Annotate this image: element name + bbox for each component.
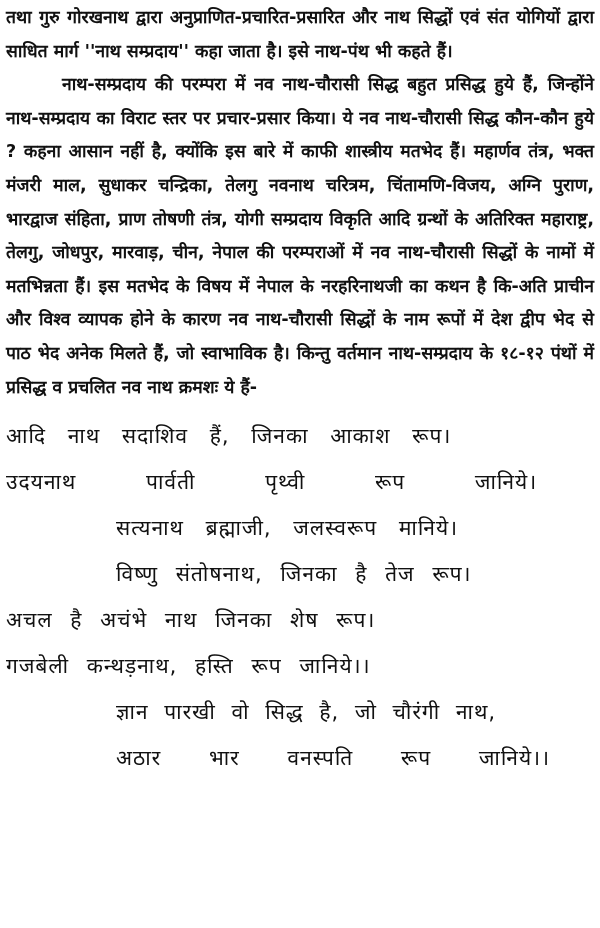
verse-line: उदयनाथ पार्वती पृथ्वी रूप जानिये। [6,470,538,495]
paragraph-nav-nath: नाथ-सम्प्रदाय की परम्परा में नव नाथ-चौरासी सिद्ध बहुत प्रसिद्ध हुये हैं, जिन्होंने नाथ-सम्प्रदाय का विराट स्तर पर प्रचार-प्रसार किया। ये नव नाथ-चौरासी सिद्ध कौन-कौन हुये ? कहना आसान नहीं है, क्योंकि इस बारे में काफी शास्त्रीय मतभेद हैं। महार्णव तंत्र, भक्त मंजरी माल, सुधाकर चन्द्रिका, तेलगु नवनाथ चरित्रम, चिंतामणि-विजय, अग्नि पुराण, भारद्वाज संहिता, प्राण तोषणी तंत्र, योगी सम्प्रदाय विकृति आदि ग्रन्थों के अतिरिक्त महाराष्ट्र, तेलगु, जोधपुर, मारवाड़, चीन, नेपाल की परम्पराओं में नव नाथ-चौरासी सिद्धों के नामों में मतभिन्नता हैं। इस मतभेद के विषय में नेपाल के नरहरिनाथजी का कथन है कि-अति प्राचीन और विश्व व्यापक होने के कारण नव नाथ-चौरासी सिद्धों के नाम रूपों में देश द्वीप भेद से पाठ भेद अनेक मिलते हैं, जो स्वाभाविक है। किन्तु वर्तमान नाथ-सम्प्रदाय के १८-१२ पंथों में प्रसिद्ध व प्रचलित नव नाथ क्रमशः ये हैं- [6,75,594,398]
verse-block [6,413,594,781]
verse-line: ज्ञान पारखी वो सिद्ध है, जो चौरंगी नाथ, [116,700,497,725]
verse-line: अठार भार वनस्पति रूप जानिये।। [116,746,551,771]
verse-line: गजबेली कन्थड़नाथ, हस्ति रूप जानिये।। [6,654,371,679]
verse-line: अचल है अचंभे नाथ जिनका शेष रूप। [6,608,376,633]
verse-line: विष्णु संतोषनाथ, जिनका है तेज रूप। [116,562,472,587]
prose-section [6,2,594,405]
verse-line: आदि नाथ सदाशिव हैं, जिनका आकाश रूप। [6,424,452,449]
paragraph-intro: तथा गुरु गोरखनाथ द्वारा अनुप्राणित-प्रचारित-प्रसारित और नाथ सिद्धों एवं संत योगियों द्वारा साधित मार्ग ''नाथ सम्प्रदाय'' कहा जाता है। इसे नाथ-पंथ भी कहते हैं। [6,8,594,62]
verse-line: सत्यनाथ ब्रह्माजी, जलस्वरूप मानिये। [116,516,459,541]
